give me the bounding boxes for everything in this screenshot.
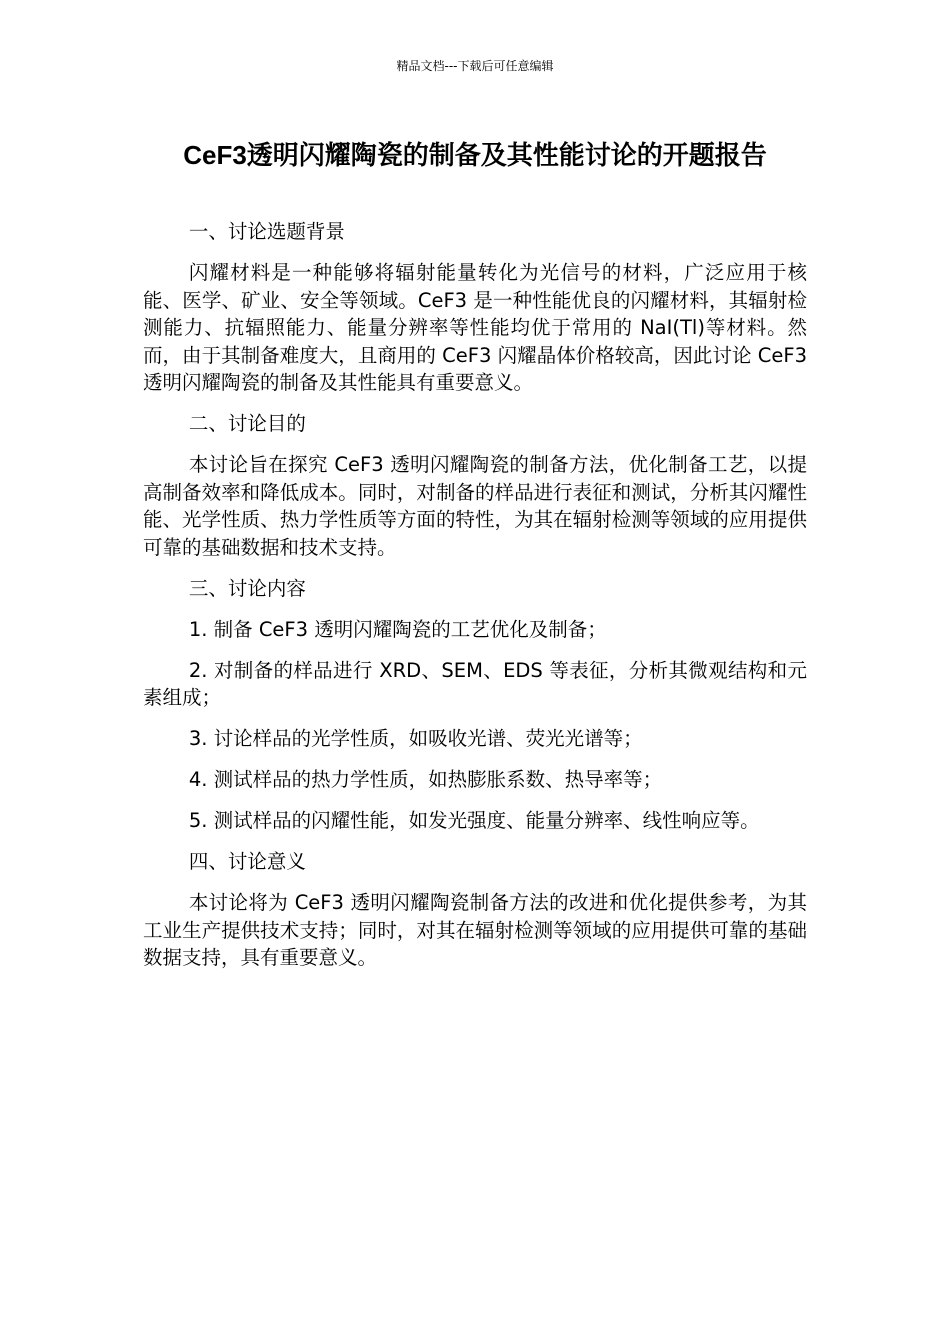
paragraph-background: 闪耀材料是一种能够将辐射能量转化为光信号的材料，广泛应用于核能、医学、矿业、安全等领域。CeF3 是一种性能优良的闪耀材料，其辐射检测能力、抗辐照能力、能量分辨率等性能均优于常用的 NaI(Tl)等材料。然而，由于其制备难度大，且商用的 CeF3 闪耀晶体价格较高，因此讨论 CeF3 透明闪耀陶瓷的制备及其性能具有重要意义。 [143,261,807,394]
list-item-content-2: 2. 对制备的样品进行 XRD、SEM、EDS 等表征，分析其微观结构和元素组成； [143,658,807,709]
paragraph-purpose: 本讨论旨在探究 CeF3 透明闪耀陶瓷的制备方法，优化制备工艺，以提高制备效率和降低成本。同时，对制备的样品进行表征和测试，分析其闪耀性能、光学性质、热力学性质等方面的特性，为其在辐射检测等领域的应用提供可靠的基础数据和技术支持。 [143,453,807,559]
section-heading-content: 三、讨论内容 [188,576,306,600]
list-item-content-1: 1. 制备 CeF3 透明闪耀陶瓷的工艺优化及制备； [188,617,607,641]
header-note: 精品文档---下载后可任意编辑 [396,59,554,73]
section-heading-background: 一、讨论选题背景 [188,220,345,243]
document-title: CeF3透明闪耀陶瓷的制备及其性能讨论的开题报告 [183,140,767,170]
paragraph-significance: 本讨论将为 CeF3 透明闪耀陶瓷制备方法的改进和优化提供参考，为其工业生产提供技术支持；同时，对其在辐射检测等领域的应用提供可靠的基础数据支持，具有重要意义。 [143,891,807,969]
list-item-content-3: 3. 讨论样品的光学性质，如吸收光谱、荧光光谱等； [188,727,643,750]
section-heading-purpose: 二、讨论目的 [188,412,306,435]
section-heading-significance: 四、讨论意义 [188,850,306,873]
list-item-content-4: 4. 测试样品的热力学性质，如热膨胀系数、热导率等； [188,768,663,791]
document-body [143,218,807,985]
list-item-content-5: 5. 测试样品的闪耀性能，如发光强度、能量分辨率、线性响应等。 [188,809,760,832]
